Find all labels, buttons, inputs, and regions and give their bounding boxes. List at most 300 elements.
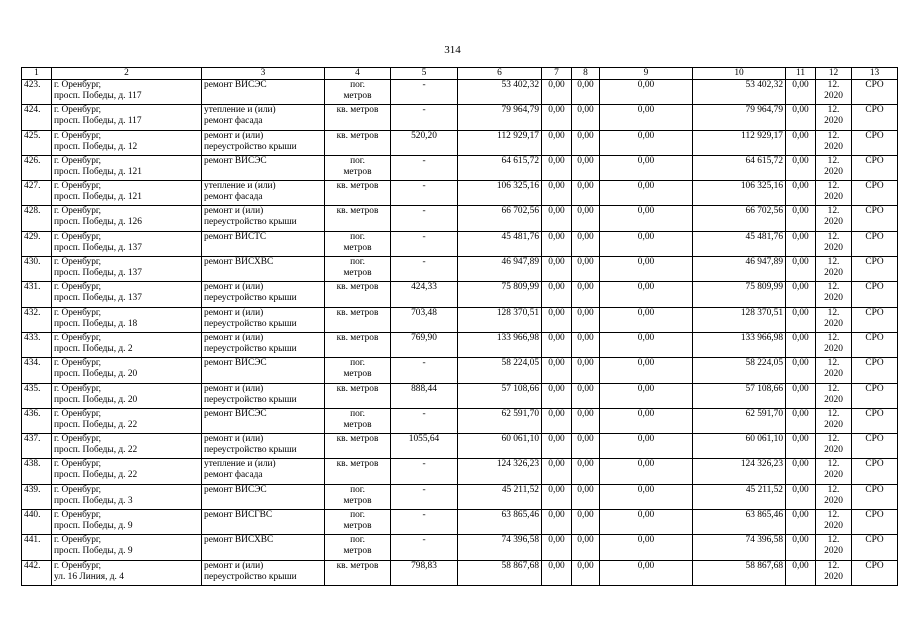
cell-addr2: просп. Победы, д. 121 (54, 166, 142, 177)
column-header-11: 11 (786, 68, 816, 80)
cell-vol: - (422, 510, 426, 521)
cell-addr2: просп. Победы, д. 18 (54, 318, 138, 329)
col11-cell (786, 105, 816, 130)
cell-y2: 2020 (824, 268, 843, 279)
cell-y2: 2020 (824, 445, 843, 456)
cell-c6: 128 370,51 (496, 307, 539, 318)
cell-addr2: просп. Победы, д. 2 (54, 343, 133, 354)
cell-addr2: просп. Победы, д. 20 (54, 394, 138, 405)
unit-cell (325, 307, 391, 332)
cell-y2: 2020 (824, 546, 843, 557)
col8-cell (572, 206, 600, 231)
table-row (22, 560, 898, 585)
cell-c9: 0,00 (637, 80, 655, 90)
cell-work2: переустройство крыши (204, 343, 297, 354)
unit-cell (325, 231, 391, 256)
cell-c7: 0,00 (548, 434, 565, 445)
column-header-6: 6 (458, 68, 542, 80)
cell-c8: 0,00 (577, 560, 594, 571)
col10-cell (693, 257, 786, 282)
col9-cell (600, 231, 693, 256)
cell-c7: 0,00 (548, 206, 565, 217)
cell-y1: 12. (827, 484, 840, 495)
completion-date-cell (816, 231, 852, 256)
row-number (22, 358, 52, 383)
cell-work2: переустройство крыши (204, 293, 297, 304)
cell-y1: 12. (827, 383, 840, 394)
col9-cell (600, 535, 693, 560)
method-cell (852, 358, 898, 383)
completion-date-cell (816, 383, 852, 408)
method-cell (852, 510, 898, 535)
cell-c9: 0,00 (637, 560, 655, 571)
cell-y1: 12. (827, 510, 840, 521)
address-cell (52, 484, 202, 509)
completion-date-cell (816, 181, 852, 206)
cell-y1: 12. (827, 130, 840, 141)
col7-cell (542, 383, 572, 408)
unit-cell (325, 105, 391, 130)
cell-c7: 0,00 (548, 231, 565, 242)
cell-num: 436. (24, 408, 41, 419)
cell-unit1: пог. (350, 358, 365, 369)
column-header-12: 12 (816, 68, 852, 80)
cell-c11: 0,00 (792, 181, 809, 192)
volume-cell (391, 434, 458, 459)
col8-cell (572, 408, 600, 433)
table-row (22, 206, 898, 231)
cell-c6: 62 591,70 (501, 408, 539, 419)
cell-y1: 12. (827, 332, 840, 343)
cell-work1: ремонт ВИСЭС (204, 80, 267, 90)
address-cell (52, 80, 202, 105)
address-cell (52, 105, 202, 130)
cell-c10: 45 481,76 (745, 231, 783, 242)
register-table (21, 67, 898, 586)
table-row (22, 257, 898, 282)
cell-addr1: г. Оренбург, (54, 105, 102, 116)
total-cost-cell (458, 560, 542, 585)
cell-addr1: г. Оренбург, (54, 484, 102, 495)
col10-cell (693, 155, 786, 180)
cell-addr1: г. Оренбург, (54, 307, 102, 318)
col8-cell (572, 130, 600, 155)
total-cost-cell (458, 459, 542, 484)
cell-unit2: метров (343, 495, 372, 506)
unit-cell (325, 459, 391, 484)
method-cell (852, 307, 898, 332)
cell-vol: - (422, 257, 426, 268)
cell-vol: - (422, 358, 426, 369)
cell-unit1: кв. метров (336, 332, 379, 343)
cell-num: 434. (24, 358, 41, 369)
cell-c9: 0,00 (637, 155, 655, 166)
cell-y2: 2020 (824, 217, 843, 228)
unit-cell (325, 510, 391, 535)
column-header-5: 5 (391, 68, 458, 80)
row-number (22, 408, 52, 433)
cell-addr1: г. Оренбург, (54, 332, 102, 343)
col8-cell (572, 434, 600, 459)
cell-unit2: метров (343, 268, 372, 279)
cell-work2: ремонт фасада (204, 470, 263, 481)
total-cost-cell (458, 181, 542, 206)
cell-unit1: пог. (350, 80, 365, 90)
cell-c13: СРО (865, 535, 884, 546)
cell-c11: 0,00 (792, 257, 809, 268)
total-cost-cell (458, 510, 542, 535)
cell-c8: 0,00 (577, 434, 594, 445)
cell-unit1: пог. (350, 535, 365, 546)
col10-cell (693, 434, 786, 459)
cell-addr2: просп. Победы, д. 22 (54, 445, 138, 456)
cell-num: 432. (24, 307, 41, 318)
col10-cell (693, 535, 786, 560)
volume-cell (391, 459, 458, 484)
cell-y2: 2020 (824, 419, 843, 430)
cell-num: 428. (24, 206, 41, 217)
cell-vol: 798,83 (411, 560, 437, 571)
cell-y1: 12. (827, 358, 840, 369)
work-type-cell (202, 560, 325, 585)
col9-cell (600, 282, 693, 307)
col9-cell (600, 257, 693, 282)
cell-c6: 64 615,72 (501, 155, 539, 166)
cell-y1: 12. (827, 80, 840, 90)
cell-y2: 2020 (824, 495, 843, 506)
cell-y2: 2020 (824, 192, 843, 203)
cell-c11: 0,00 (792, 434, 809, 445)
cell-c13: СРО (865, 560, 884, 571)
cell-c13: СРО (865, 155, 884, 166)
col8-cell (572, 358, 600, 383)
method-cell (852, 181, 898, 206)
cell-y2: 2020 (824, 521, 843, 532)
cell-work2: переустройство крыши (204, 217, 297, 228)
col10-cell (693, 358, 786, 383)
col10-cell (693, 105, 786, 130)
cell-y1: 12. (827, 257, 840, 268)
cell-c10: 124 326,23 (740, 459, 783, 470)
cell-unit1: пог. (350, 510, 365, 521)
address-cell (52, 307, 202, 332)
cell-work1: ремонт ВИСТС (204, 231, 267, 242)
col11-cell (786, 484, 816, 509)
cell-c7: 0,00 (548, 307, 565, 318)
unit-cell (325, 358, 391, 383)
cell-c9: 0,00 (637, 358, 655, 369)
cell-c7: 0,00 (548, 282, 565, 293)
cell-unit1: кв. метров (336, 383, 379, 394)
cell-vol: 703,48 (411, 307, 437, 318)
col7-cell (542, 332, 572, 357)
cell-c9: 0,00 (637, 282, 655, 293)
unit-cell (325, 560, 391, 585)
col7-cell (542, 434, 572, 459)
col9-cell (600, 332, 693, 357)
col7-cell (542, 535, 572, 560)
col9-cell (600, 484, 693, 509)
completion-date-cell (816, 130, 852, 155)
cell-num: 425. (24, 130, 41, 141)
cell-unit2: метров (343, 369, 372, 380)
unit-cell (325, 282, 391, 307)
col10-cell (693, 408, 786, 433)
cell-y2: 2020 (824, 318, 843, 329)
cell-c10: 133 966,98 (740, 332, 783, 343)
cell-c13: СРО (865, 484, 884, 495)
cell-c10: 64 615,72 (745, 155, 783, 166)
col9-cell (600, 560, 693, 585)
work-type-cell (202, 105, 325, 130)
unit-cell (325, 130, 391, 155)
total-cost-cell (458, 130, 542, 155)
cell-c10: 75 809,99 (745, 282, 783, 293)
col11-cell (786, 155, 816, 180)
col11-cell (786, 130, 816, 155)
cell-c6: 63 865,46 (501, 510, 539, 521)
total-cost-cell (458, 307, 542, 332)
col7-cell (542, 307, 572, 332)
col10-cell (693, 307, 786, 332)
completion-date-cell (816, 560, 852, 585)
table-row (22, 434, 898, 459)
cell-addr2: просп. Победы, д. 22 (54, 419, 138, 430)
cell-unit2: метров (343, 166, 372, 177)
cell-unit2: метров (343, 242, 372, 253)
cell-c13: СРО (865, 181, 884, 192)
cell-c10: 79 964,79 (745, 105, 783, 116)
volume-cell (391, 510, 458, 535)
cell-addr2: просп. Победы, д. 137 (54, 242, 142, 253)
table-row (22, 282, 898, 307)
cell-y1: 12. (827, 181, 840, 192)
cell-addr2: просп. Победы, д. 22 (54, 470, 138, 481)
volume-cell (391, 282, 458, 307)
col8-cell (572, 105, 600, 130)
cell-vol: - (422, 155, 426, 166)
table-row (22, 535, 898, 560)
col11-cell (786, 332, 816, 357)
work-type-cell (202, 510, 325, 535)
cell-addr1: г. Оренбург, (54, 231, 102, 242)
cell-work1: ремонт и (или) (204, 282, 264, 293)
column-header-8: 8 (572, 68, 600, 80)
cell-c13: СРО (865, 105, 884, 116)
cell-c10: 74 396,58 (745, 535, 783, 546)
completion-date-cell (816, 535, 852, 560)
cell-addr1: г. Оренбург, (54, 358, 102, 369)
cell-unit1: пог. (350, 484, 365, 495)
unit-cell (325, 155, 391, 180)
cell-c8: 0,00 (577, 459, 594, 470)
cell-work1: ремонт ВИСЭС (204, 358, 267, 369)
work-type-cell (202, 383, 325, 408)
volume-cell (391, 332, 458, 357)
work-type-cell (202, 358, 325, 383)
cell-unit1: пог. (350, 231, 365, 242)
cell-num: 441. (24, 535, 41, 546)
work-type-cell (202, 307, 325, 332)
method-cell (852, 257, 898, 282)
cell-c7: 0,00 (548, 358, 565, 369)
cell-y1: 12. (827, 535, 840, 546)
cell-vol: - (422, 535, 426, 546)
cell-c11: 0,00 (792, 206, 809, 217)
cell-num: 424. (24, 105, 41, 116)
cell-c6: 74 396,58 (501, 535, 539, 546)
col11-cell (786, 80, 816, 105)
cell-work1: ремонт и (или) (204, 130, 264, 141)
cell-c7: 0,00 (548, 535, 565, 546)
cell-c13: СРО (865, 282, 884, 293)
cell-work2: ремонт фасада (204, 116, 263, 127)
cell-addr2: просп. Победы, д. 12 (54, 141, 138, 152)
table-row (22, 408, 898, 433)
total-cost-cell (458, 408, 542, 433)
column-header-3: 3 (202, 68, 325, 80)
cell-c6: 106 325,16 (496, 181, 539, 192)
cell-unit1: кв. метров (336, 434, 379, 445)
cell-c10: 58 867,68 (745, 560, 783, 571)
cell-c7: 0,00 (548, 130, 565, 141)
cell-vol: - (422, 484, 426, 495)
col11-cell (786, 231, 816, 256)
cell-y1: 12. (827, 105, 840, 116)
cell-c7: 0,00 (548, 332, 565, 343)
cell-addr1: г. Оренбург, (54, 535, 102, 546)
table-row (22, 80, 898, 105)
column-header-9: 9 (600, 68, 693, 80)
col8-cell (572, 181, 600, 206)
cell-work1: ремонт ВИСХВС (204, 535, 274, 546)
cell-vol: - (422, 459, 426, 470)
cell-c11: 0,00 (792, 155, 809, 166)
cell-c8: 0,00 (577, 206, 594, 217)
cell-y2: 2020 (824, 293, 843, 304)
cell-c6: 57 108,66 (501, 383, 539, 394)
table-row (22, 459, 898, 484)
work-type-cell (202, 332, 325, 357)
col8-cell (572, 510, 600, 535)
method-cell (852, 484, 898, 509)
cell-y2: 2020 (824, 116, 843, 127)
cell-c13: СРО (865, 307, 884, 318)
col11-cell (786, 535, 816, 560)
completion-date-cell (816, 257, 852, 282)
address-cell (52, 383, 202, 408)
cell-addr1: г. Оренбург, (54, 383, 102, 394)
cell-num: 433. (24, 332, 41, 343)
cell-c11: 0,00 (792, 408, 809, 419)
volume-cell (391, 130, 458, 155)
col9-cell (600, 510, 693, 535)
col11-cell (786, 181, 816, 206)
cell-addr1: г. Оренбург, (54, 155, 102, 166)
cell-c11: 0,00 (792, 307, 809, 318)
cell-addr1: г. Оренбург, (54, 181, 102, 192)
table-row (22, 358, 898, 383)
column-header-7: 7 (542, 68, 572, 80)
cell-c8: 0,00 (577, 105, 594, 116)
cell-c10: 58 224,05 (745, 358, 783, 369)
cell-c9: 0,00 (637, 434, 655, 445)
cell-c11: 0,00 (792, 80, 809, 90)
col10-cell (693, 181, 786, 206)
cell-c6: 58 867,68 (501, 560, 539, 571)
cell-c9: 0,00 (637, 307, 655, 318)
cell-addr2: просп. Победы, д. 121 (54, 192, 142, 203)
address-cell (52, 130, 202, 155)
row-number (22, 80, 52, 105)
method-cell (852, 332, 898, 357)
cell-unit2: метров (343, 419, 372, 430)
row-number (22, 155, 52, 180)
cell-unit1: кв. метров (336, 181, 379, 192)
col10-cell (693, 510, 786, 535)
address-cell (52, 206, 202, 231)
cell-c6: 58 224,05 (501, 358, 539, 369)
cell-c9: 0,00 (637, 332, 655, 343)
cell-addr2: просп. Победы, д. 117 (54, 91, 142, 101)
col8-cell (572, 459, 600, 484)
col10-cell (693, 130, 786, 155)
cell-work1: ремонт и (или) (204, 383, 264, 394)
volume-cell (391, 307, 458, 332)
cell-vol: 520,20 (411, 130, 437, 141)
col7-cell (542, 181, 572, 206)
cell-addr1: г. Оренбург, (54, 130, 102, 141)
cell-c6: 75 809,99 (501, 282, 539, 293)
work-type-cell (202, 155, 325, 180)
page-number: 314 (444, 44, 461, 56)
total-cost-cell (458, 484, 542, 509)
row-number (22, 484, 52, 509)
cell-num: 427. (24, 181, 41, 192)
cell-c6: 112 929,17 (497, 130, 539, 141)
cell-c9: 0,00 (637, 459, 655, 470)
cell-c9: 0,00 (637, 535, 655, 546)
cell-c13: СРО (865, 130, 884, 141)
address-cell (52, 535, 202, 560)
cell-work1: ремонт ВИСЭС (204, 408, 267, 419)
cell-c8: 0,00 (577, 282, 594, 293)
cell-c13: СРО (865, 206, 884, 217)
cell-c7: 0,00 (548, 257, 565, 268)
row-number (22, 231, 52, 256)
cell-c6: 133 966,98 (496, 332, 539, 343)
cell-addr1: г. Оренбург, (54, 80, 102, 90)
col8-cell (572, 560, 600, 585)
cell-unit1: кв. метров (336, 130, 379, 141)
method-cell (852, 105, 898, 130)
col10-cell (693, 459, 786, 484)
total-cost-cell (458, 383, 542, 408)
cell-c9: 0,00 (637, 484, 655, 495)
cell-y2: 2020 (824, 394, 843, 405)
unit-cell (325, 181, 391, 206)
volume-cell (391, 80, 458, 105)
total-cost-cell (458, 434, 542, 459)
cell-y1: 12. (827, 155, 840, 166)
row-number (22, 535, 52, 560)
cell-y2: 2020 (824, 166, 843, 177)
cell-c13: СРО (865, 408, 884, 419)
cell-c6: 46 947,89 (501, 257, 539, 268)
cell-c11: 0,00 (792, 459, 809, 470)
col9-cell (600, 105, 693, 130)
cell-addr2: просп. Победы, д. 137 (54, 293, 142, 304)
